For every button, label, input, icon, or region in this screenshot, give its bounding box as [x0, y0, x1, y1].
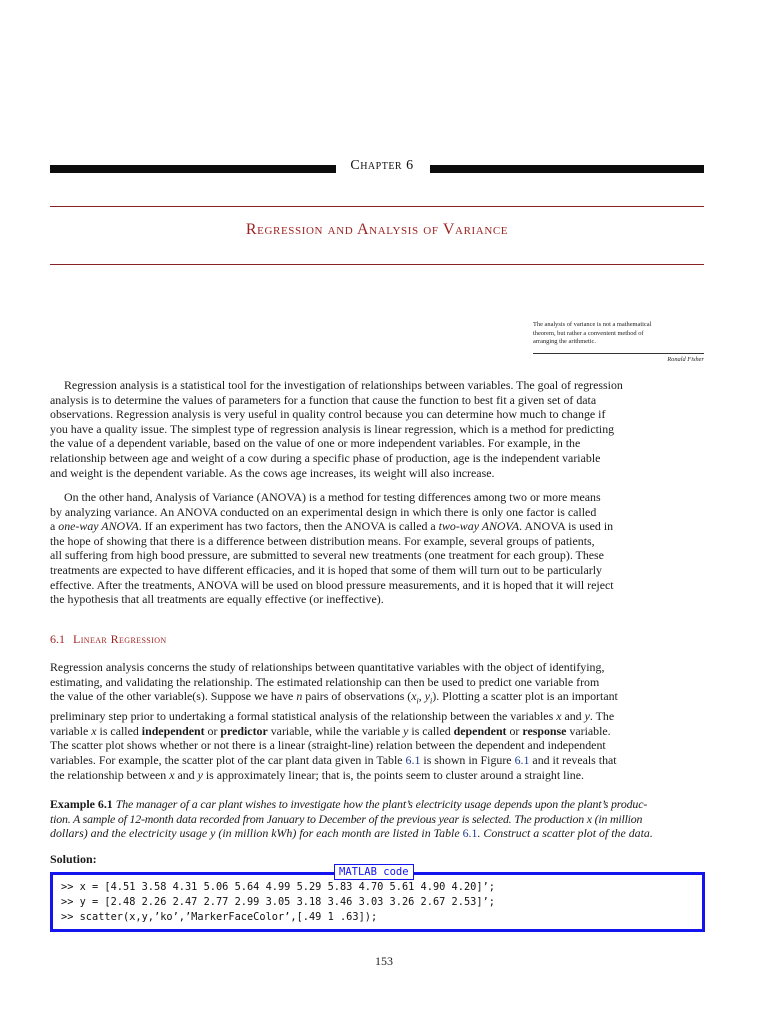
text-line: and weight is the dependent variable. As the cows age increases, its weight will also increase.	[50, 465, 495, 480]
term-one-way-anova: one-way ANOVA	[58, 519, 139, 534]
term-two-way-anova: two-way ANOVA	[438, 519, 520, 534]
text-fragment: is shown in Figure	[420, 752, 515, 767]
example-text: The manager of a car plant wishes to investigate how the plant’s electricity usage depends upon the plant’s produc-	[115, 797, 648, 811]
text-fragment: or	[506, 723, 523, 738]
text-line: relationship between age and weight of a cow during a specific phase of production, age is the independent variable	[50, 450, 601, 465]
text-line: the value of a dependent variable, based on the value of one or more independent variables. For example, in the	[50, 436, 581, 451]
title-rule-top	[50, 206, 704, 207]
text-line: observations. Regression analysis is very useful in quality control because you can determine how much to change if	[50, 407, 606, 422]
text-line: The scatter plot shows whether or not there is a linear (straight-line) relation between the dependent and independent	[50, 738, 606, 753]
text-line: estimating, and validating the relationship. The estimated relationship can then be used to predict one variable from	[50, 674, 600, 689]
chapter-label: Chapter 6	[350, 158, 414, 173]
text-fragment: variable, while the variable	[267, 723, 404, 738]
matlab-code-tag: MATLAB code	[334, 864, 414, 880]
figure-reference-link[interactable]: 6.1	[514, 752, 530, 767]
math-x: x	[91, 723, 97, 738]
math-subscript: i	[430, 696, 433, 706]
math-y: y	[403, 723, 409, 738]
text-fragment: a	[50, 519, 59, 534]
text-fragment: the value of the other variable(s). Suppose we have	[50, 689, 297, 704]
solution-label: Solution:	[50, 852, 97, 866]
text-fragment: . The	[589, 709, 615, 724]
text-line: you have a quality issue. The simplest type of regression analysis is linear regression, which is a method for predicting	[50, 421, 615, 436]
text-line	[50, 826, 704, 841]
text-line: tion. A sample of 12-month data recorded from January to December of the previous year is selected. The production x (in million	[50, 811, 643, 826]
chapter-title: Regression and Analysis of Variance	[245, 221, 509, 238]
text-fragment: the relationship between	[50, 767, 170, 782]
chapter-rule-right	[430, 165, 704, 173]
text-fragment: and	[174, 767, 198, 782]
text-line	[50, 724, 704, 739]
section-paragraph	[50, 660, 704, 782]
epigraph-author: Ronald Fisher	[667, 356, 704, 363]
code-line: >> scatter(x,y,’ko’,’MarkerFaceColor’,[.49 1 .63]);	[61, 911, 378, 923]
term-dependent: dependent	[453, 723, 507, 738]
text-fragment: . ANOVA is used in	[519, 519, 614, 534]
section-number: 6.1	[50, 632, 65, 646]
text-fragment: or	[204, 723, 221, 738]
text-line: all suffering from high bood pressure, are submitted to several new treatments (one treatment for each group). These	[50, 548, 604, 563]
text-line	[50, 689, 704, 709]
math-y: y	[197, 767, 203, 782]
epigraph-line: theorem, but rather a convenient method of	[533, 329, 644, 337]
text-fragment: ,	[418, 689, 425, 704]
text-line: by analyzing variance. An ANOVA conducted on an experimental design in which there is only one factor is called	[50, 504, 597, 519]
math-x: x	[169, 767, 175, 782]
epigraph-line: arranging the arithmetic.	[533, 338, 596, 346]
text-line	[50, 768, 704, 783]
text-line: Regression analysis concerns the study of relationships between quantitative variables with the object of identifying,	[50, 660, 605, 674]
intro-paragraph-1	[50, 378, 704, 480]
text-line: effective. After the treatments, ANOVA will be used on blood pressure measurements, and it is hoped that it will reject	[50, 577, 614, 592]
text-fragment: variable.	[566, 723, 611, 738]
text-fragment: . If an experiment has two factors, then the ANOVA is called a	[138, 519, 439, 534]
text-fragment: is called	[408, 723, 454, 738]
text-line	[50, 753, 704, 768]
text-fragment: variables. For example, the scatter plot of the car plant data given in Table	[50, 752, 406, 767]
table-reference-link[interactable]: 6.1	[405, 752, 421, 767]
text-line	[50, 797, 704, 812]
text-fragment: ). Plotting a scatter plot is an important	[432, 689, 618, 704]
title-rule-bottom	[50, 264, 704, 265]
matlab-code-box	[50, 872, 705, 932]
text-line: the hypothesis that all treatments are equally effective (or ineffective).	[50, 592, 384, 607]
text-fragment: . Construct a scatter plot of the data.	[477, 826, 653, 841]
text-fragment: variable	[50, 723, 92, 738]
text-line: treatments are expected to have different efficacies, and it is hoped that some of them will turn out to be particularly	[50, 562, 602, 577]
text-line: Regression analysis is a statistical tool for the investigation of relationships between variables. The goal of regression	[64, 378, 623, 392]
epigraph-rule	[533, 353, 704, 354]
epigraph-quote	[533, 321, 704, 347]
text-line	[50, 709, 704, 724]
term-response: response	[522, 723, 567, 738]
code-line: >> y = [2.48 2.26 2.47 2.77 2.99 3.05 3.18 3.46 3.03 3.26 2.67 2.53]’;	[61, 896, 495, 908]
intro-paragraph-2	[50, 490, 704, 607]
chapter-rule-left	[50, 165, 336, 173]
section-title: Linear Regression	[73, 632, 167, 646]
section-heading	[50, 632, 167, 647]
term-predictor: predictor	[220, 723, 268, 738]
code-line: >> x = [4.51 3.58 4.31 5.06 5.64 4.99 5.29 5.83 4.70 5.61 4.90 4.20]’;	[61, 881, 495, 893]
example-block	[50, 797, 704, 841]
math-y: y	[424, 689, 431, 704]
example-label: Example 6.1	[50, 797, 113, 811]
term-independent: independent	[141, 723, 205, 738]
text-line	[50, 519, 704, 534]
text-fragment: dollars) and the electricity usage y (in million kWh) for each month are listed in Table	[50, 826, 463, 841]
text-fragment: is called	[96, 723, 142, 738]
math-x: x	[556, 709, 562, 724]
epigraph-line: The analysis of variance is not a mathematical	[533, 321, 652, 328]
math-y: y	[584, 709, 590, 724]
math-subscript: i	[416, 696, 419, 706]
text-line: analysis is to determine the values of parameters for a function that cause the function to best fit a given set of data	[50, 392, 597, 407]
math-x: x	[411, 689, 417, 704]
text-fragment: and	[561, 709, 585, 724]
text-fragment: and it reveals that	[529, 752, 617, 767]
math-n: n	[296, 689, 303, 704]
text-fragment: pairs of observations (	[302, 689, 412, 704]
text-fragment: is approximately linear; that is, the points seem to cluster around a straight line.	[202, 767, 584, 782]
text-line: On the other hand, Analysis of Variance (ANOVA) is a method for testing differences among two or more means	[64, 490, 601, 504]
text-fragment: preliminary step prior to undertaking a formal statistical analysis of the relationship between the variables	[50, 709, 557, 724]
table-reference-link[interactable]: 6.1	[462, 826, 478, 841]
text-line: the hope of showing that there is a difference between distribution means. For example, several groups of patients,	[50, 533, 595, 548]
page-number: 153	[375, 954, 393, 968]
